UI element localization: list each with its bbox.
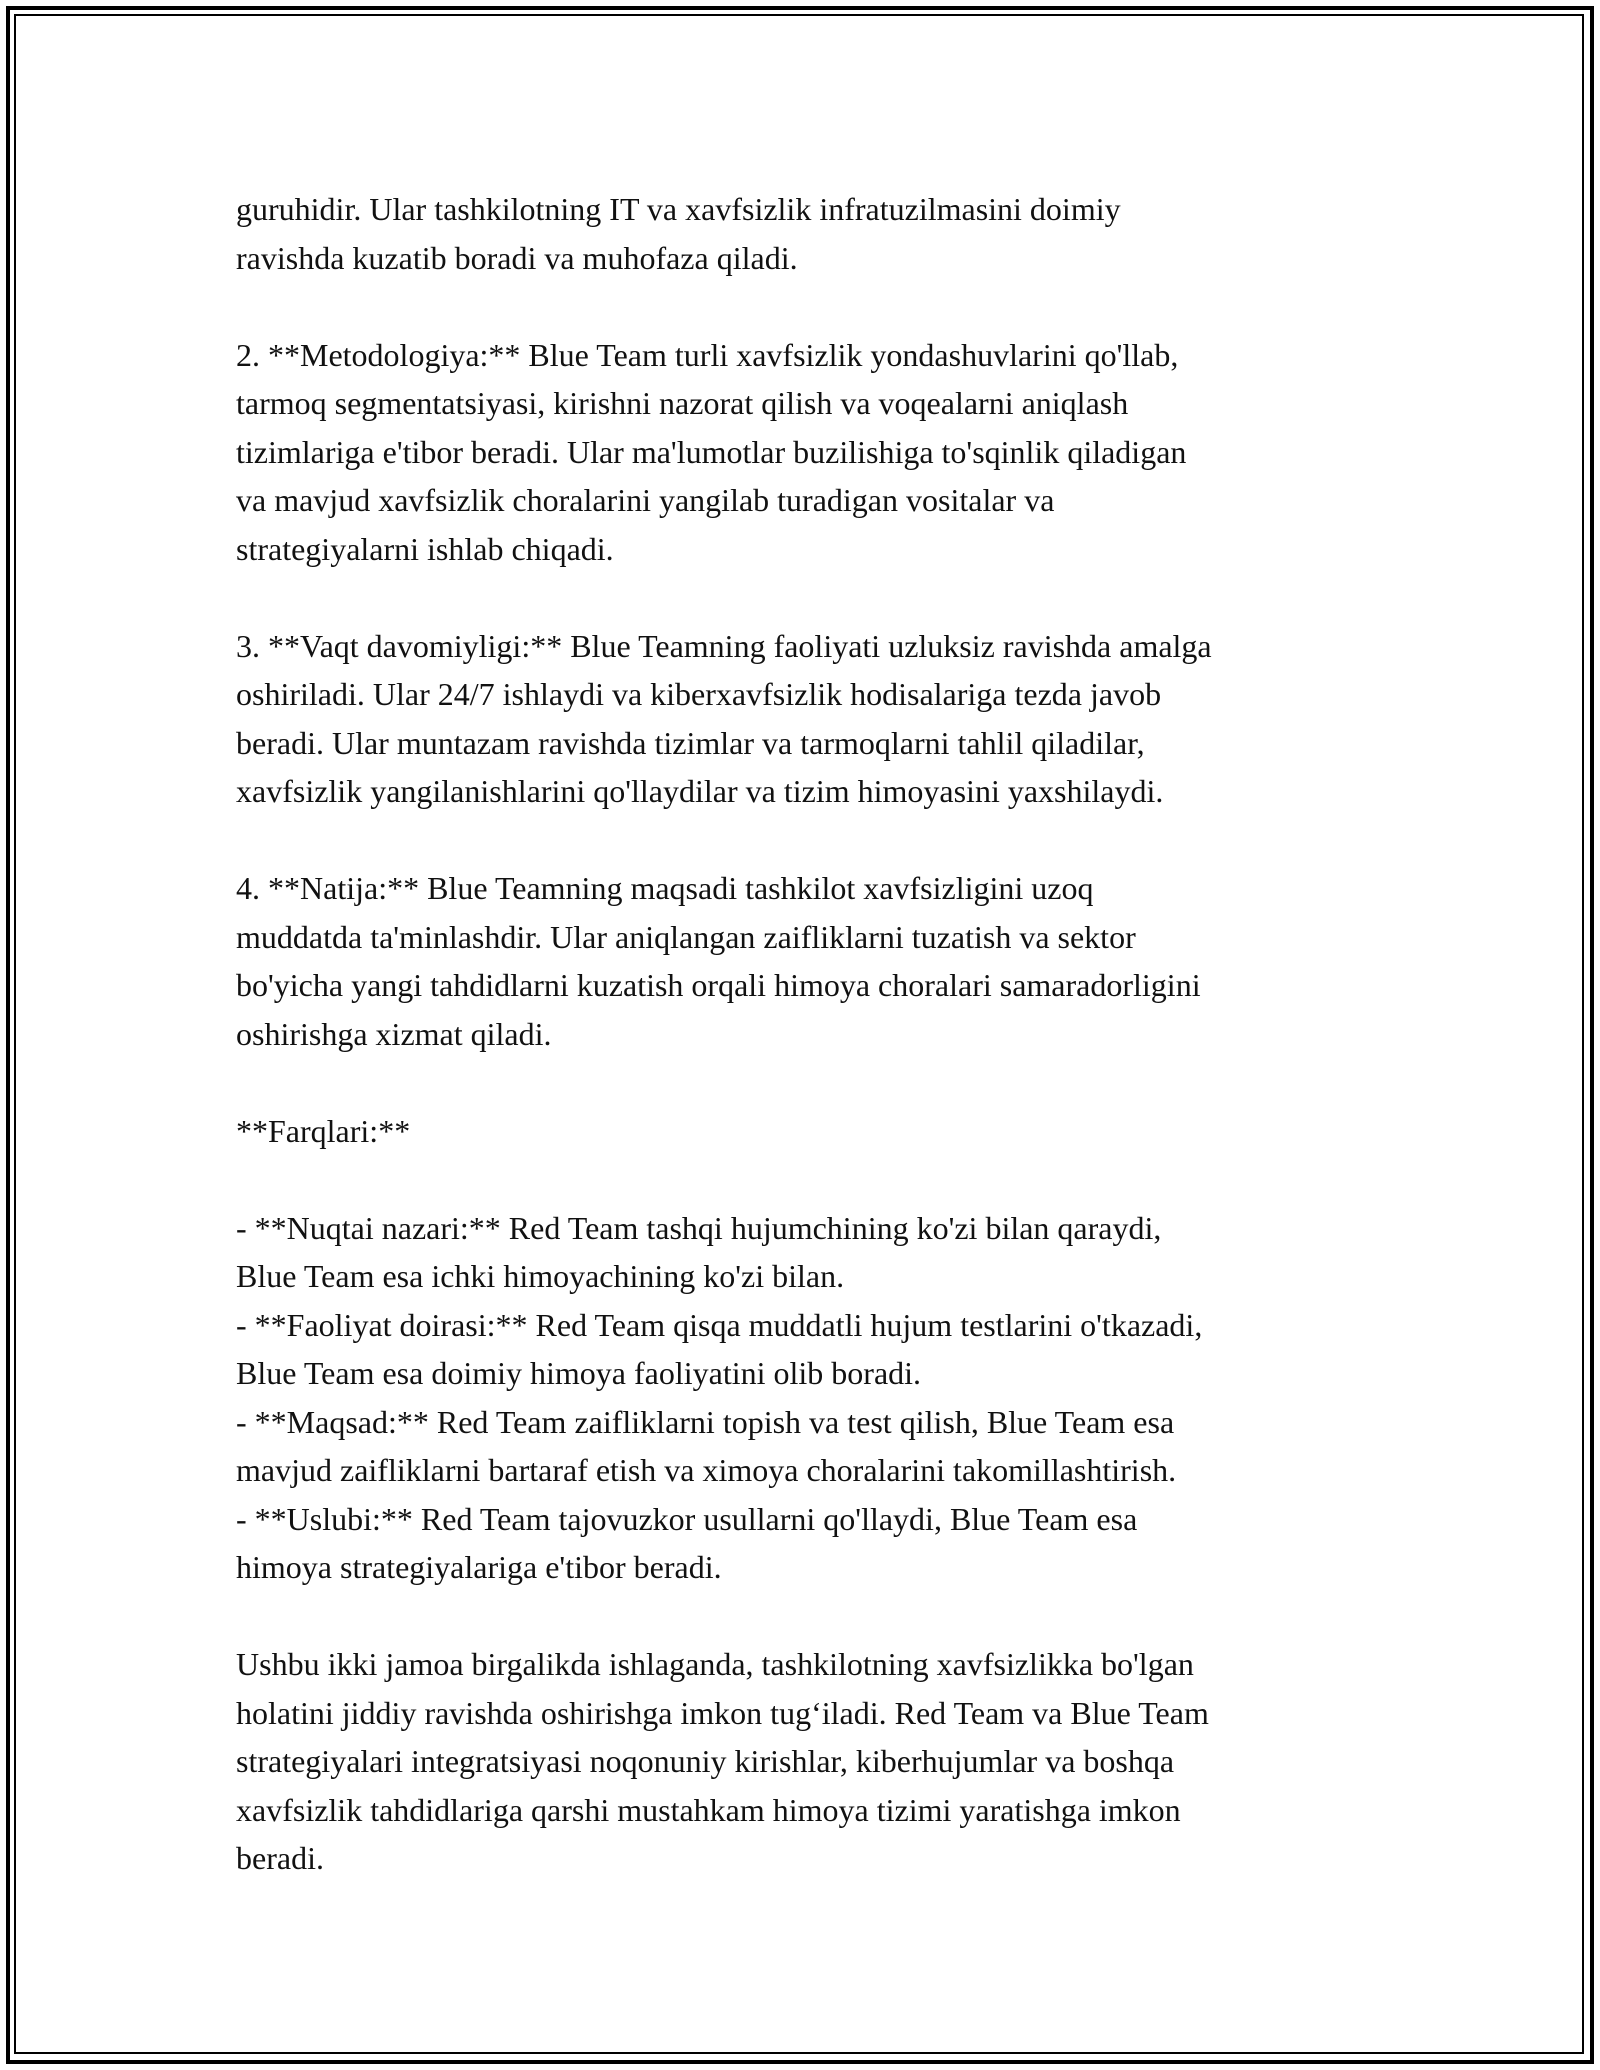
document-body [236,185,1386,1883]
text-line: 2. **Metodologiya:** Blue Team turli xavfsizlik yondashuvlarini qo'llab, [236,336,1179,373]
text-line: beradi. [236,1840,324,1876]
list-item-line: Blue Team esa ichki himoyachining ko'zi bilan. [236,1258,845,1294]
list-item-line: - **Nuqtai nazari:** Red Team tashqi hujumchining ko'zi bilan qaraydi, [236,1209,1162,1246]
section-heading-farqlari [236,1107,1386,1156]
text-line: muddatda ta'minlashdir. Ular aniqlangan zaifliklarni tuzatish va sektor [236,918,1136,955]
paragraph-natija [236,864,1386,1058]
text-line: xavfsizlik yangilanishlarini qo'llaydilar va tizim himoyasini yaxshilaydi. [236,773,1164,809]
text-line: beradi. Ular muntazam ravishda tizimlar va tarmoqlarni tahlil qiladilar, [236,724,1145,761]
text-line: xavfsizlik tahdidlariga qarshi mustahkam himoya tizimi yaratishga imkon [236,1791,1181,1828]
list-item-line: - **Uslubi:** Red Team tajovuzkor usullarni qo'llaydi, Blue Team esa [236,1500,1138,1537]
text-line: oshiriladi. Ular 24/7 ishlaydi va kiberxavfsizlik hodisalariga tezda javob [236,676,1162,712]
paragraph-vaqt-davomiyligi [236,622,1386,816]
text-line: 3. **Vaqt davomiyligi:** Blue Teamning faoliyati uzluksiz ravishda amalga [236,627,1212,664]
text-line: ravishda kuzatib boradi va muhofaza qiladi. [236,239,798,276]
text-line: strategiyalarni ishlab chiqadi. [236,530,614,567]
paragraph-intro-continuation [236,185,1386,282]
list-item-line: himoya strategiyalariga e'tibor beradi. [236,1549,722,1585]
text-line: strategiyalari integratsiyasi noqonuniy kirishlar, kiberhujumlar va boshqa [236,1743,1175,1779]
text-line: tizimlariga e'tibor beradi. Ular ma'lumotlar buzilishiga to'sqinlik qiladigan [236,433,1187,470]
text-line: bo'yicha yangi tahdidlarni kuzatish orqali himoya choralari samaradorligini [236,967,1201,1003]
text-line: oshirishga xizmat qiladi. [236,1015,552,1052]
text-line: tarmoq segmentatsiyasi, kirishni nazorat qilish va voqealarni aniqlash [236,385,1129,421]
list-item-line: mavjud zaifliklarni bartaraf etish va ximoya choralarini takomillashtirish. [236,1452,1177,1488]
text-line: holatini jiddiy ravishda oshirishga imkon tug‘iladi. Red Team va Blue Team [236,1694,1209,1731]
text-line: 4. **Natija:** Blue Teamning maqsadi tashkilot xavfsizligini uzoq [236,870,1094,906]
text-line: va mavjud xavfsizlik choralarini yangilab turadigan vositalar va [236,482,1055,518]
list-item-line: - **Faoliyat doirasi:** Red Team qisqa muddatli hujum testlarini o'tkazadi, [236,1306,1203,1343]
text-line: Ushbu ikki jamoa birgalikda ishlaganda, tashkilotning xavfsizlikka bo'lgan [236,1646,1194,1682]
text-line: guruhidir. Ular tashkilotning IT va xavfsizlik infratuzilmasini doimiy [236,191,1121,227]
text-line: **Farqlari:** [236,1112,411,1149]
paragraph-conclusion [236,1640,1386,1883]
differences-list [236,1204,1386,1592]
list-item-line: - **Maqsad:** Red Team zaifliklarni topish va test qilish, Blue Team esa [236,1403,1175,1440]
paragraph-metodologiya [236,331,1386,574]
list-item-line: Blue Team esa doimiy himoya faoliyatini olib boradi. [236,1355,922,1391]
